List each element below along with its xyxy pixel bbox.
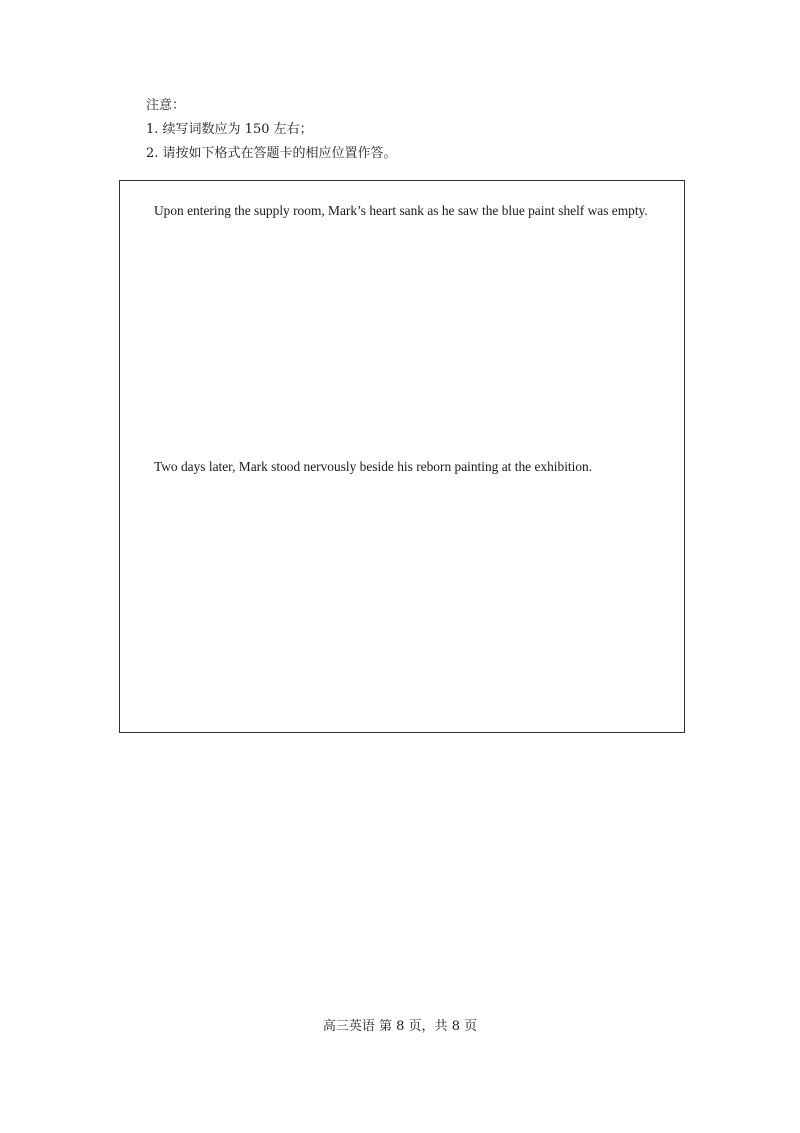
notes-item-format: 2. 请按如下格式在答题卡的相应位置作答。	[146, 146, 397, 161]
answer-box	[119, 180, 685, 733]
notes-item-word-count: 1. 续写词数应为 150 左右；	[146, 122, 313, 137]
notes-section	[146, 94, 397, 166]
paragraph-2-opening: Two days later, Mark stood nervously beside his reborn painting at the exhibition.	[154, 459, 593, 474]
paragraph-1-opening: Upon entering the supply room, Mark’s heart sank as he saw the blue paint shelf was empty.	[154, 203, 648, 218]
notes-heading: 注意：	[146, 98, 186, 113]
page-footer: 高三英语 第 8 页，共 8 页	[322, 1019, 478, 1034]
